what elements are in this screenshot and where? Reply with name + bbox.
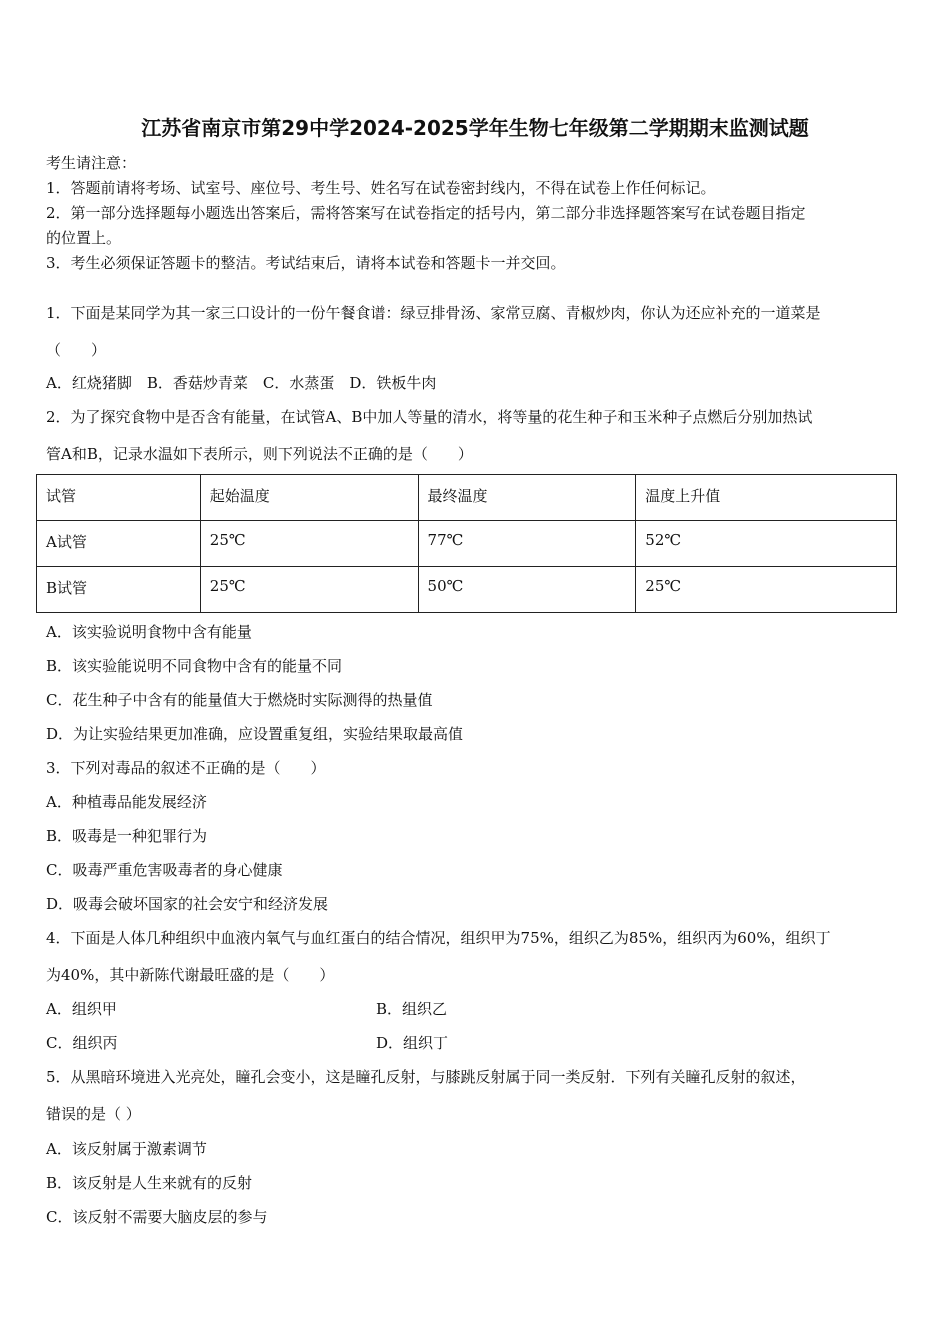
option-a: A．该实验说明食物中含有能量 (46, 623, 252, 641)
option-a: A．种植毒品能发展经济 (46, 793, 207, 811)
option-d: D．吸毒会破坏国家的社会安宁和经济发展 (46, 895, 329, 913)
notes-item: 2．第一部分选择题每小题选出答案后，需将答案写在试卷指定的括号内，第二部分非选择题答案写在试卷题目指定 (46, 204, 806, 222)
option-b: B．吸毒是一种犯罪行为 (46, 827, 208, 845)
notes-heading: 考生请注意： (46, 154, 137, 172)
option-c: C．组织丙 (46, 1034, 118, 1052)
option-d: D．组织丁 (376, 1034, 449, 1052)
table-cell: 77℃ (418, 521, 636, 567)
table-cell: 25℃ (636, 567, 897, 613)
option-a: A．该反射属于激素调节 (46, 1140, 207, 1158)
table-cell: 50℃ (418, 567, 636, 613)
option-b: B．该反射是人生来就有的反射 (46, 1174, 253, 1192)
option-b: B．该实验能说明不同食物中含有的能量不同 (46, 657, 343, 675)
option-c: C．花生种子中含有的能量值大于燃烧时实际测得的热量值 (46, 691, 433, 709)
notes-item: 3．考生必须保证答题卡的整洁。考试结束后，请将本试卷和答题卡一并交回。 (46, 254, 566, 272)
table-cell: B试管 (37, 567, 201, 613)
question-stem: 5．从黑暗环境进入光亮处，瞳孔会变小，这是瞳孔反射，与膝跳反射属于同一类反射．下列有关瞳孔反射的叙述， (46, 1068, 806, 1086)
table-row (37, 521, 897, 567)
table-row (37, 567, 897, 613)
table-header-cell: 温度上升值 (636, 475, 897, 521)
option-c: C．该反射不需要大脑皮层的参与 (46, 1208, 268, 1226)
answer-bracket: （ ） (46, 341, 107, 359)
question-stem: 管A和B，记录水温如下表所示，则下列说法不正确的是（ ） (46, 445, 473, 463)
option-c: C．吸毒严重危害吸毒者的身心健康 (46, 861, 283, 879)
table-cell: A试管 (37, 521, 201, 567)
notes-item: 1．答题前请将考场、试室号、座位号、考生号、姓名写在试卷密封线内，不得在试卷上作任何标记。 (46, 179, 716, 197)
table-header-row (37, 475, 897, 521)
table-cell: 52℃ (636, 521, 897, 567)
question-stem: 1．下面是某同学为其一家三口设计的一份午餐食谱：绿豆排骨汤、家常豆腐、青椒炒肉，你认为还应补充的一道菜是 (46, 304, 821, 322)
question-stem: 4．下面是人体几种组织中血液内氧气与血红蛋白的结合情况，组织甲为75%，组织乙为85%，组织丙为60%，组织丁 (46, 929, 831, 947)
question-stem: 错误的是（ ） (46, 1105, 141, 1123)
temperature-table (36, 474, 897, 613)
table-header-cell: 试管 (37, 475, 201, 521)
table-cell: 25℃ (200, 567, 418, 613)
notes-item: 的位置上。 (46, 229, 122, 247)
table-header-cell: 最终温度 (418, 475, 636, 521)
option-a: A．组织甲 (46, 1000, 117, 1018)
table-cell: 25℃ (200, 521, 418, 567)
question-stem: 为40%，其中新陈代谢最旺盛的是（ ） (46, 966, 335, 984)
option-b: B．组织乙 (376, 1000, 448, 1018)
question-stem: 2．为了探究食物中是否含有能量，在试管A、B中加人等量的清水，将等量的花生种子和玉米种子点燃后分别加热试 (46, 408, 813, 426)
question-stem: 3．下列对毒品的叙述不正确的是（ ） (46, 759, 326, 777)
page-title: 江苏省南京市第29中学2024-2025学年生物七年级第二学期期末监测试题 (141, 116, 809, 140)
question-options: A．红烧猪脚 B．香菇炒青菜 C．水蒸蛋 D．铁板牛肉 (46, 374, 437, 392)
table-header-cell: 起始温度 (200, 475, 418, 521)
option-d: D．为让实验结果更加准确，应设置重复组，实验结果取最高值 (46, 725, 464, 743)
